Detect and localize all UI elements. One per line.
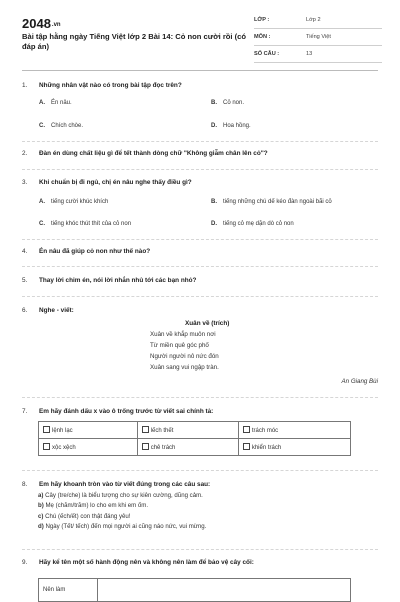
grid-cell[interactable]: khiển trách bbox=[238, 439, 350, 456]
meta-value: Lớp 2 bbox=[306, 17, 321, 23]
divider bbox=[22, 239, 378, 240]
fill-in-lines bbox=[38, 491, 206, 533]
question-number: 9. bbox=[22, 559, 28, 566]
table-cell: Nên làm bbox=[39, 579, 98, 602]
question-text: Đàn én dùng chất liệu gì để tết thành dòng chữ "Không giẫm chân lên cỏ"? bbox=[39, 150, 268, 157]
option-d[interactable]: D. Hoa hồng. bbox=[211, 123, 251, 129]
grid-cell[interactable]: trách móc bbox=[238, 422, 350, 439]
meta-value: 13 bbox=[306, 51, 313, 57]
poem-line: Xuân về khắp muôn nơi bbox=[150, 331, 216, 338]
option-b[interactable]: B. tiếng những chú dế kéo đàn ngoài bãi cỏ bbox=[211, 199, 332, 205]
list-item: c) Chú (ếch/ết) con thật đáng yêu! bbox=[38, 512, 131, 520]
grid-cell[interactable]: lếch thết bbox=[137, 422, 238, 439]
meta-row-count bbox=[254, 46, 382, 63]
site-logo[interactable]: 2048.vn bbox=[22, 16, 61, 31]
table-row bbox=[39, 579, 351, 602]
list-item: a) Cây (tre/che) là biểu tượng cho sự kiên cường, dũng cảm. bbox=[38, 492, 203, 499]
question-number: 7. bbox=[22, 408, 28, 415]
option-d[interactable]: D. tiếng cỏ mẹ dặn dò cỏ non bbox=[211, 221, 294, 227]
divider bbox=[22, 266, 378, 267]
question-text: Hãy kể tên một số hành động nên và không nên làm để bảo vệ cây cối: bbox=[39, 559, 254, 566]
meta-value: Tiếng Việt bbox=[306, 34, 331, 40]
divider bbox=[22, 141, 378, 142]
divider bbox=[22, 549, 378, 550]
table-cell[interactable] bbox=[98, 579, 351, 602]
question-text: Thay lời chim én, nói lời nhắn nhủ tới các bạn nhỏ? bbox=[39, 277, 197, 284]
poem-title: Xuân về (trích) bbox=[185, 320, 230, 327]
meta-panel bbox=[254, 12, 382, 63]
document-title: Bài tập hằng ngày Tiếng Việt lớp 2 Bài 14: Cỏ non cười rồi (có đáp án) bbox=[22, 32, 247, 51]
list-item: d) Ngày (Tết/ tếch) đến mọi người ai cũng náo nức, vui mừng. bbox=[38, 523, 207, 531]
question-number: 3. bbox=[22, 179, 28, 186]
question-number: 5. bbox=[22, 277, 28, 284]
meta-row-subject bbox=[254, 29, 382, 46]
poem-author: An Giang Bùi bbox=[341, 378, 378, 385]
poem-line: Từ miền quê góc phố bbox=[150, 342, 209, 349]
question-number: 8. bbox=[22, 481, 28, 488]
table-row bbox=[39, 439, 351, 456]
option-a[interactable]: A. tiếng cười khúc khích bbox=[39, 199, 109, 205]
question-text: Én nâu đã giúp cỏ non như thế nào? bbox=[39, 248, 151, 255]
divider bbox=[22, 169, 378, 170]
question-number: 4. bbox=[22, 248, 28, 255]
option-c[interactable]: C. tiếng khóc thút thít của cỏ non bbox=[39, 221, 132, 227]
meta-key: LỚP : bbox=[254, 17, 270, 23]
checkbox-icon[interactable] bbox=[243, 426, 250, 433]
header bbox=[22, 12, 382, 62]
question-number: 1. bbox=[22, 82, 28, 89]
option-b[interactable]: B. Cỏ non. bbox=[211, 100, 245, 106]
checkbox-icon[interactable] bbox=[243, 443, 250, 450]
checkbox-icon[interactable] bbox=[142, 426, 149, 433]
option-c[interactable]: C. Chích chòe. bbox=[39, 123, 84, 129]
question-number: 2. bbox=[22, 150, 28, 157]
checkbox-icon[interactable] bbox=[43, 426, 50, 433]
meta-row-class bbox=[254, 12, 382, 29]
meta-key: SỐ CÂU : bbox=[254, 51, 280, 57]
grid-cell[interactable]: chê trách bbox=[137, 439, 238, 456]
poem-line: Xuân sang vui ngập tràn. bbox=[150, 364, 219, 371]
divider bbox=[22, 397, 378, 398]
meta-key: MÔN : bbox=[254, 34, 271, 40]
checkbox-icon[interactable] bbox=[43, 443, 50, 450]
divider bbox=[22, 296, 378, 297]
option-a[interactable]: A. Én nâu. bbox=[39, 100, 72, 106]
actions-table bbox=[38, 578, 351, 602]
grid-cell[interactable]: xộc xệch bbox=[39, 439, 138, 456]
question-text: Em hãy khoanh tròn vào từ viết đúng trong các câu sau: bbox=[39, 481, 211, 488]
spelling-grid bbox=[38, 421, 351, 456]
table-row bbox=[39, 422, 351, 439]
poem bbox=[150, 329, 219, 373]
divider bbox=[22, 470, 378, 471]
question-text: Khi chuẩn bị đi ngủ, chị én nâu nghe thấy điều gì? bbox=[39, 179, 192, 186]
list-item: b) Mẹ (chăm/trăm) lo cho em khi em ốm. bbox=[38, 502, 149, 510]
question-text: Nghe - viết: bbox=[39, 307, 74, 314]
grid-cell[interactable]: lệnh lạc bbox=[39, 422, 138, 439]
question-text: Những nhân vật nào có trong bài tập đọc trên? bbox=[39, 82, 182, 89]
question-number: 6. bbox=[22, 307, 28, 314]
question-text: Em hãy đánh dấu x vào ô trống trước từ viết sai chính tả: bbox=[39, 408, 214, 415]
poem-line: Người người nô nức đón bbox=[150, 353, 219, 360]
checkbox-icon[interactable] bbox=[142, 443, 149, 450]
header-divider bbox=[22, 70, 378, 71]
